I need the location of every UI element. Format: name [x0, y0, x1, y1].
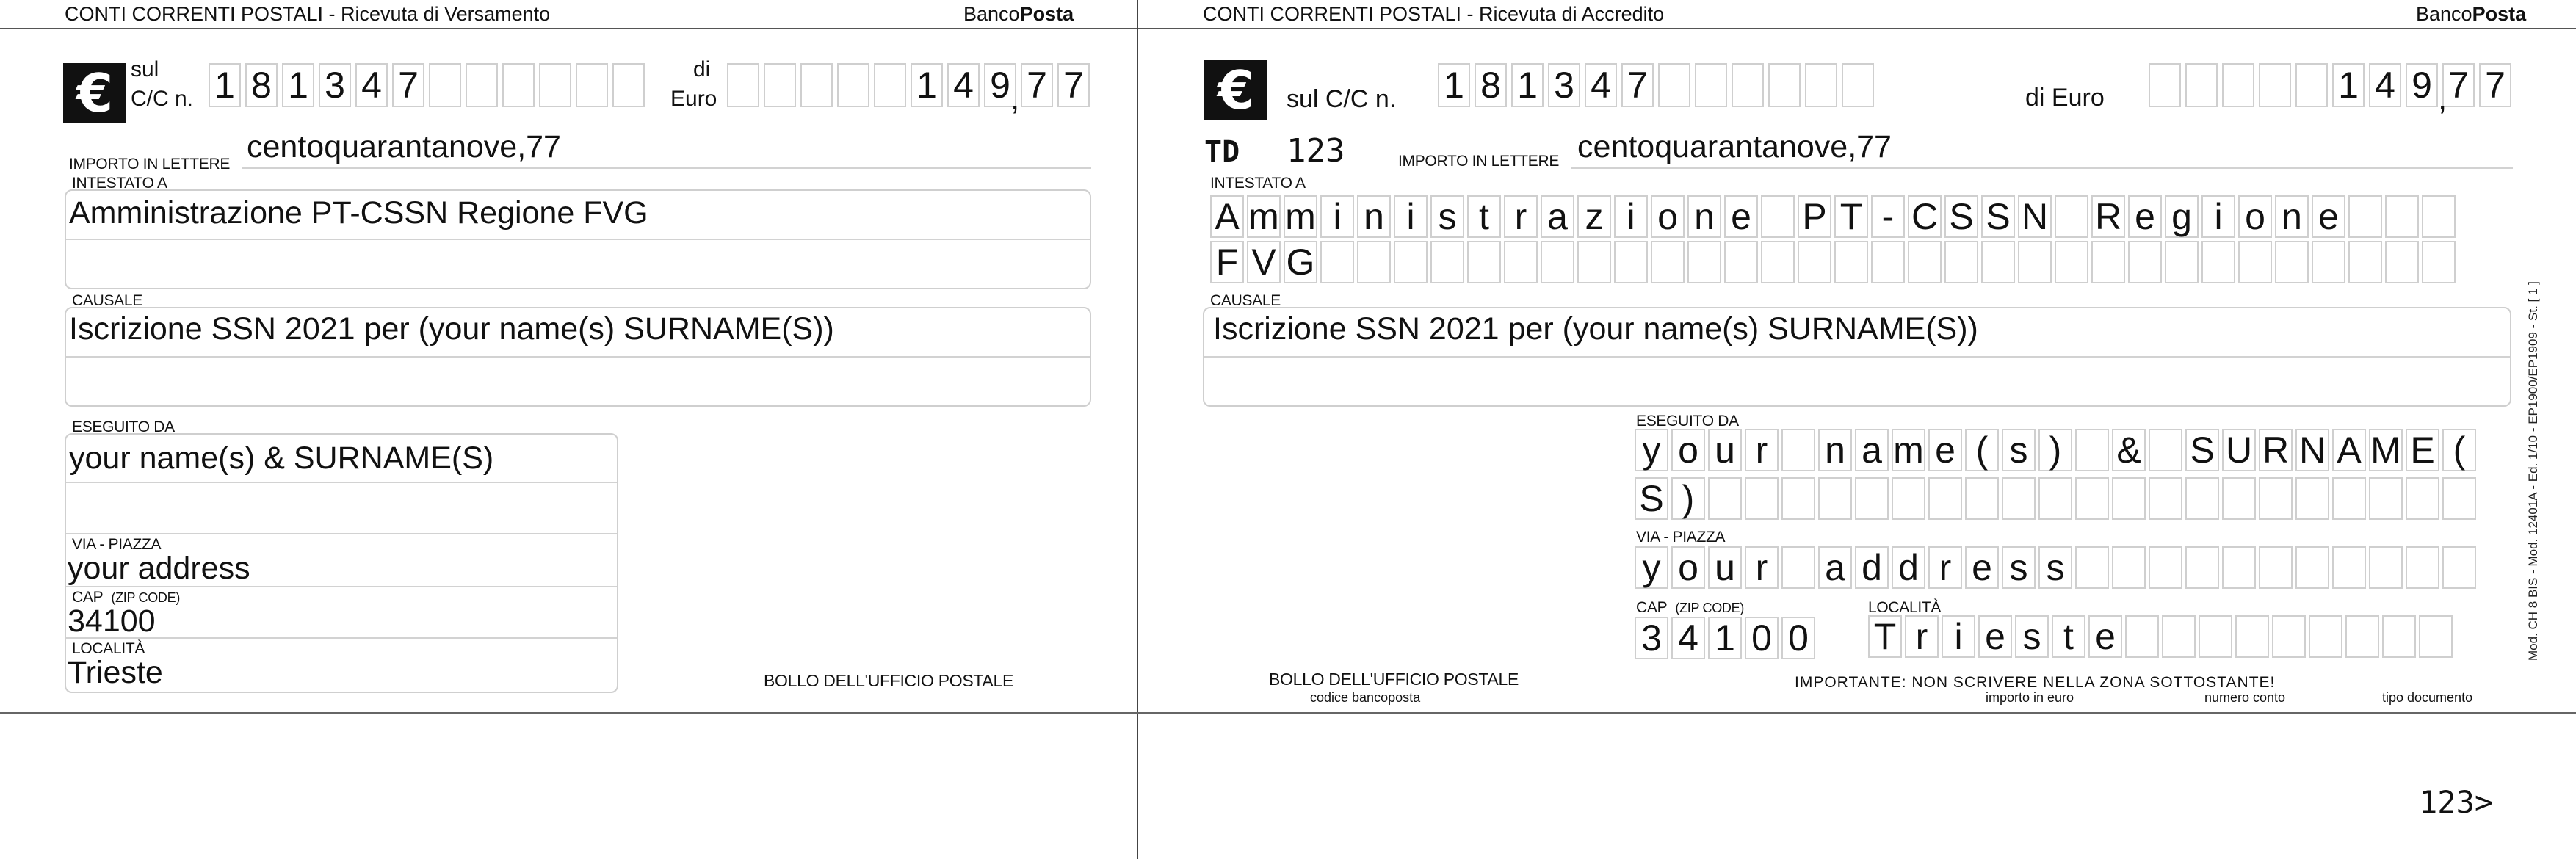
char-cell: s: [2038, 546, 2072, 589]
char-cell: [2149, 477, 2182, 520]
char-cell: [2162, 615, 2196, 658]
char-cell: [2185, 63, 2218, 107]
right-importo-euro-label: importo in euro: [1986, 690, 2074, 705]
right-causale-divider: [1204, 356, 2510, 358]
char-cell: [764, 63, 796, 107]
char-cell: o: [2238, 195, 2272, 238]
char-cell: [2442, 477, 2476, 520]
right-causale-value: Iscrizione SSN 2021 per (your name(s) SURNAME(S)): [1213, 311, 1978, 347]
right-eseguito-row-2: [1635, 477, 2479, 520]
left-eseguito-label: ESEGUITO DA: [72, 418, 175, 435]
char-cell: m: [1284, 195, 1317, 238]
char-cell: [2295, 63, 2328, 107]
euro-icon: €: [1204, 60, 1267, 120]
left-brand: BancoPosta: [963, 3, 1074, 25]
right-causale-label: CAUSALE: [1210, 292, 1281, 309]
char-cell: 8: [1475, 63, 1507, 107]
char-cell: [2348, 195, 2382, 238]
right-amount-cells: [2149, 63, 2516, 107]
left-localita-value: Trieste: [68, 655, 163, 690]
char-cell: [1467, 241, 1501, 283]
char-cell: s: [2002, 546, 2036, 589]
right-decimal-separator: ,: [2438, 81, 2447, 117]
right-localita-label: LOCALITÀ: [1868, 599, 1942, 616]
char-cell: o: [1671, 429, 1705, 471]
char-cell: n: [1818, 429, 1852, 471]
char-cell: [2038, 477, 2072, 520]
char-cell: [2442, 546, 2476, 589]
right-account-number-cells: [1438, 63, 1878, 107]
receipt-divider: [1137, 0, 1138, 859]
char-cell: [1541, 241, 1574, 283]
right-eseguito-label: ESEGUITO DA: [1636, 413, 1739, 429]
left-intestato-value: Amministrazione PT-CSSN Regione FVG: [69, 195, 648, 231]
char-cell: i: [1614, 195, 1648, 238]
right-intestato-label: INTESTATO A: [1210, 175, 1306, 192]
char-cell: [2295, 477, 2329, 520]
char-cell: [1928, 477, 1962, 520]
char-cell: [1695, 63, 1727, 107]
char-cell: [2309, 615, 2342, 658]
right-importo-value: centoquarantanove,77: [1577, 129, 1892, 164]
char-cell: [1394, 241, 1428, 283]
char-cell: F: [1210, 241, 1244, 283]
char-cell: [1687, 241, 1721, 283]
char-cell: o: [1651, 195, 1685, 238]
left-sul-label: sul: [131, 57, 159, 81]
char-cell: [1504, 241, 1538, 283]
char-cell: 1: [282, 63, 314, 107]
char-cell: [2332, 546, 2366, 589]
char-cell: [2165, 241, 2199, 283]
char-cell: o: [1671, 546, 1705, 589]
char-cell: [800, 63, 833, 107]
char-cell: S: [1635, 477, 1668, 520]
char-cell: e: [1965, 546, 1999, 589]
char-cell: 4: [947, 63, 980, 107]
char-cell: [2238, 241, 2272, 283]
char-cell: S: [1944, 195, 1978, 238]
char-cell: [1768, 63, 1801, 107]
char-cell: 7: [1057, 63, 1090, 107]
char-cell: [2369, 546, 2403, 589]
left-di-label: di: [693, 57, 711, 81]
char-cell: 4: [1585, 63, 1617, 107]
left-account-number-cells: [209, 63, 649, 107]
char-cell: 7: [2479, 63, 2511, 107]
char-cell: [2075, 429, 2109, 471]
char-cell: r: [1745, 429, 1779, 471]
char-cell: [1761, 241, 1795, 283]
char-cell: r: [1504, 195, 1538, 238]
right-side-code: Mod. CH 8 BIS - Mod. 12401A - Ed. 1/10 - EP1900/EP1909 - St. [ 1 ]: [2526, 281, 2540, 661]
char-cell: [2272, 615, 2306, 658]
char-cell: [1871, 241, 1905, 283]
char-cell: &: [2112, 429, 2146, 471]
char-cell: 1: [209, 63, 241, 107]
char-cell: u: [1708, 546, 1742, 589]
char-cell: [2348, 241, 2382, 283]
char-cell: [837, 63, 869, 107]
char-cell: R: [2091, 195, 2125, 238]
char-cell: [1855, 477, 1889, 520]
char-cell: [1781, 429, 1815, 471]
char-cell: [2295, 546, 2329, 589]
char-cell: 4: [355, 63, 388, 107]
char-cell: N: [2018, 195, 2052, 238]
char-cell: E: [2406, 429, 2439, 471]
char-cell: P: [1798, 195, 1831, 238]
char-cell: g: [2165, 195, 2199, 238]
left-causale-divider: [66, 356, 1090, 358]
char-cell: [2385, 241, 2419, 283]
char-cell: n: [1357, 195, 1391, 238]
char-cell: [1708, 477, 1742, 520]
char-cell: 9: [2406, 63, 2438, 107]
right-header-rule: [1138, 28, 2576, 29]
char-cell: [2222, 546, 2256, 589]
char-cell: e: [1978, 615, 2012, 658]
char-cell: [2222, 477, 2256, 520]
left-causale-label: CAUSALE: [72, 292, 142, 309]
char-cell: [2112, 546, 2146, 589]
char-cell: [502, 63, 535, 107]
char-cell: [1944, 241, 1978, 283]
left-localita-label: LOCALITÀ: [72, 640, 145, 657]
char-cell: [1965, 477, 1999, 520]
char-cell: 1: [1511, 63, 1544, 107]
right-importo-line: [1571, 167, 2513, 169]
char-cell: n: [1687, 195, 1721, 238]
left-bollo-label: BOLLO DELL'UFFICIO POSTALE: [764, 671, 1013, 690]
char-cell: [2112, 477, 2146, 520]
char-cell: [1745, 477, 1779, 520]
char-cell: 1: [911, 63, 943, 107]
char-cell: [1781, 477, 1815, 520]
char-cell: i: [1942, 615, 1975, 658]
right-td-label: TD: [1204, 135, 1240, 169]
euro-icon: €: [63, 63, 126, 123]
right-cap-label: CAP (ZIP CODE): [1636, 599, 1745, 616]
char-cell: T: [1868, 615, 1902, 658]
char-cell: [576, 63, 608, 107]
char-cell: [2185, 477, 2219, 520]
char-cell: t: [2052, 615, 2085, 658]
char-cell: s: [2015, 615, 2049, 658]
char-cell: [1651, 241, 1685, 283]
char-cell: [2259, 477, 2293, 520]
char-cell: [2125, 615, 2159, 658]
left-header-title: CONTI CORRENTI POSTALI - Ricevuta di Versamento: [65, 3, 551, 25]
char-cell: [2235, 615, 2269, 658]
left-eseguito-value: your name(s) & SURNAME(S): [69, 441, 494, 476]
char-cell: i: [2201, 195, 2235, 238]
char-cell: [2199, 615, 2232, 658]
left-intestato-divider: [66, 239, 1090, 240]
char-cell: 3: [1548, 63, 1580, 107]
char-cell: [1908, 241, 1942, 283]
char-cell: [2275, 241, 2309, 283]
char-cell: [727, 63, 759, 107]
left-eseguito-divider-2: [66, 533, 617, 534]
left-cap-value: 34100: [68, 604, 156, 639]
char-cell: 0: [1745, 617, 1779, 659]
char-cell: [2149, 429, 2182, 471]
char-cell: [1430, 241, 1464, 283]
char-cell: 7: [2442, 63, 2475, 107]
left-decimal-separator: ,: [1010, 81, 1020, 117]
char-cell: A: [2332, 429, 2366, 471]
right-header-title: CONTI CORRENTI POSTALI - Ricevuta di Accredito: [1203, 3, 1665, 25]
char-cell: 7: [1021, 63, 1053, 107]
left-amount-cells: [727, 63, 1094, 107]
char-cell: n: [2275, 195, 2309, 238]
char-cell: [2385, 195, 2419, 238]
char-cell: [2369, 477, 2403, 520]
right-via-row: [1635, 546, 2479, 589]
char-cell: d: [1892, 546, 1925, 589]
right-di-euro-label: di Euro: [2025, 84, 2105, 112]
char-cell: [1357, 241, 1391, 283]
char-cell: s: [1430, 195, 1464, 238]
char-cell: [2128, 241, 2162, 283]
right-localita-row: [1868, 615, 2456, 658]
char-cell: R: [2259, 429, 2293, 471]
char-cell: 4: [2369, 63, 2401, 107]
char-cell: [1798, 241, 1831, 283]
left-intestato-label: INTESTATO A: [72, 175, 167, 192]
right-via-label: VIA - PIAZZA: [1636, 529, 1726, 546]
char-cell: 3: [1635, 617, 1668, 659]
char-cell: [2406, 546, 2439, 589]
char-cell: [2055, 241, 2088, 283]
char-cell: G: [1284, 241, 1317, 283]
char-cell: T: [1834, 195, 1868, 238]
char-cell: [1732, 63, 1764, 107]
char-cell: [1658, 63, 1690, 107]
char-cell: -: [1871, 195, 1905, 238]
left-cap-label: CAP (ZIP CODE): [72, 589, 181, 606]
char-cell: y: [1635, 546, 1668, 589]
left-header-rule: [0, 28, 1137, 29]
char-cell: t: [1467, 195, 1501, 238]
char-cell: a: [1541, 195, 1574, 238]
char-cell: [1320, 241, 1354, 283]
char-cell: 1: [1438, 63, 1470, 107]
right-bollo-label: BOLLO DELL'UFFICIO POSTALE: [1269, 670, 1519, 689]
char-cell: [1892, 477, 1925, 520]
left-cc-label: C/C n.: [131, 87, 194, 111]
char-cell: s: [2002, 429, 2036, 471]
left-importo-value: centoquarantanove,77: [247, 129, 561, 164]
char-cell: r: [1745, 546, 1779, 589]
right-importante-notice: IMPORTANTE: NON SCRIVERE NELLA ZONA SOTTOSTANTE!: [1795, 674, 2276, 691]
char-cell: [2201, 241, 2235, 283]
char-cell: ): [2038, 429, 2072, 471]
left-causale-value: Iscrizione SSN 2021 per (your name(s) SURNAME(S)): [69, 311, 834, 347]
left-importo-label: IMPORTO IN LETTERE: [69, 156, 231, 173]
char-cell: e: [2312, 195, 2345, 238]
char-cell: [2312, 241, 2345, 283]
char-cell: U: [2222, 429, 2256, 471]
lower-rule: [0, 712, 2576, 714]
char-cell: 3: [319, 63, 351, 107]
right-intestato-row-1: [1210, 195, 2459, 238]
char-cell: [2075, 477, 2109, 520]
char-cell: [1577, 241, 1611, 283]
char-cell: m: [1247, 195, 1281, 238]
char-cell: [1761, 195, 1795, 238]
right-cap-cells: [1635, 617, 1818, 659]
char-cell: (: [1965, 429, 1999, 471]
char-cell: [2345, 615, 2379, 658]
char-cell: [1842, 63, 1874, 107]
right-codice-label: codice bancoposta: [1310, 690, 1421, 705]
char-cell: C: [1908, 195, 1942, 238]
char-cell: [2091, 241, 2125, 283]
char-cell: [2075, 546, 2109, 589]
char-cell: [2332, 477, 2366, 520]
char-cell: [2018, 241, 2052, 283]
char-cell: (: [2442, 429, 2476, 471]
char-cell: [612, 63, 645, 107]
right-numero-conto-label: numero conto: [2204, 690, 2286, 705]
char-cell: [2055, 195, 2088, 238]
right-bottom-code: 123>: [2419, 784, 2494, 820]
char-cell: a: [1818, 546, 1852, 589]
char-cell: N: [2295, 429, 2329, 471]
char-cell: 9: [984, 63, 1016, 107]
char-cell: a: [1855, 429, 1889, 471]
left-eseguito-divider-1: [66, 482, 617, 483]
char-cell: [2149, 546, 2182, 589]
char-cell: r: [1928, 546, 1962, 589]
char-cell: A: [1210, 195, 1244, 238]
left-importo-line: [242, 167, 1091, 169]
char-cell: 1: [2332, 63, 2365, 107]
char-cell: [1818, 477, 1852, 520]
char-cell: [1834, 241, 1868, 283]
char-cell: e: [2088, 615, 2122, 658]
char-cell: 4: [1671, 617, 1705, 659]
char-cell: [466, 63, 498, 107]
char-cell: S: [1981, 195, 2015, 238]
char-cell: ): [1671, 477, 1705, 520]
char-cell: i: [1394, 195, 1428, 238]
char-cell: [2259, 546, 2293, 589]
char-cell: [2185, 546, 2219, 589]
char-cell: [2422, 195, 2456, 238]
char-cell: z: [1577, 195, 1611, 238]
right-td-value: 123: [1287, 132, 1345, 170]
char-cell: [2382, 615, 2416, 658]
char-cell: y: [1635, 429, 1668, 471]
right-intestato-row-2: [1210, 241, 2459, 283]
char-cell: [1781, 546, 1815, 589]
char-cell: i: [1320, 195, 1354, 238]
char-cell: 7: [1621, 63, 1654, 107]
char-cell: e: [1724, 195, 1758, 238]
char-cell: e: [2128, 195, 2162, 238]
right-eseguito-row-1: [1635, 429, 2479, 471]
char-cell: [429, 63, 461, 107]
char-cell: [2222, 63, 2254, 107]
char-cell: [1614, 241, 1648, 283]
char-cell: [2419, 615, 2453, 658]
char-cell: [2149, 63, 2181, 107]
char-cell: V: [1247, 241, 1281, 283]
char-cell: 0: [1781, 617, 1815, 659]
char-cell: [2406, 477, 2439, 520]
char-cell: [2422, 241, 2456, 283]
right-importo-label: IMPORTO IN LETTERE: [1398, 153, 1560, 170]
right-brand: BancoPosta: [2416, 3, 2527, 25]
left-euro-label: Euro: [670, 87, 717, 111]
right-cc-label: sul C/C n.: [1287, 85, 1397, 113]
char-cell: 1: [1708, 617, 1742, 659]
char-cell: 8: [245, 63, 278, 107]
char-cell: S: [2185, 429, 2219, 471]
left-via-value: your address: [68, 551, 250, 586]
char-cell: r: [1905, 615, 1939, 658]
left-via-label: VIA - PIAZZA: [72, 536, 162, 553]
char-cell: [874, 63, 906, 107]
char-cell: [1724, 241, 1758, 283]
right-tipo-documento-label: tipo documento: [2382, 690, 2473, 705]
char-cell: m: [1892, 429, 1925, 471]
char-cell: [2002, 477, 2036, 520]
char-cell: [539, 63, 571, 107]
char-cell: [1981, 241, 2015, 283]
char-cell: M: [2369, 429, 2403, 471]
char-cell: [1805, 63, 1837, 107]
char-cell: u: [1708, 429, 1742, 471]
char-cell: d: [1855, 546, 1889, 589]
char-cell: [2259, 63, 2291, 107]
char-cell: e: [1928, 429, 1962, 471]
char-cell: 7: [392, 63, 424, 107]
